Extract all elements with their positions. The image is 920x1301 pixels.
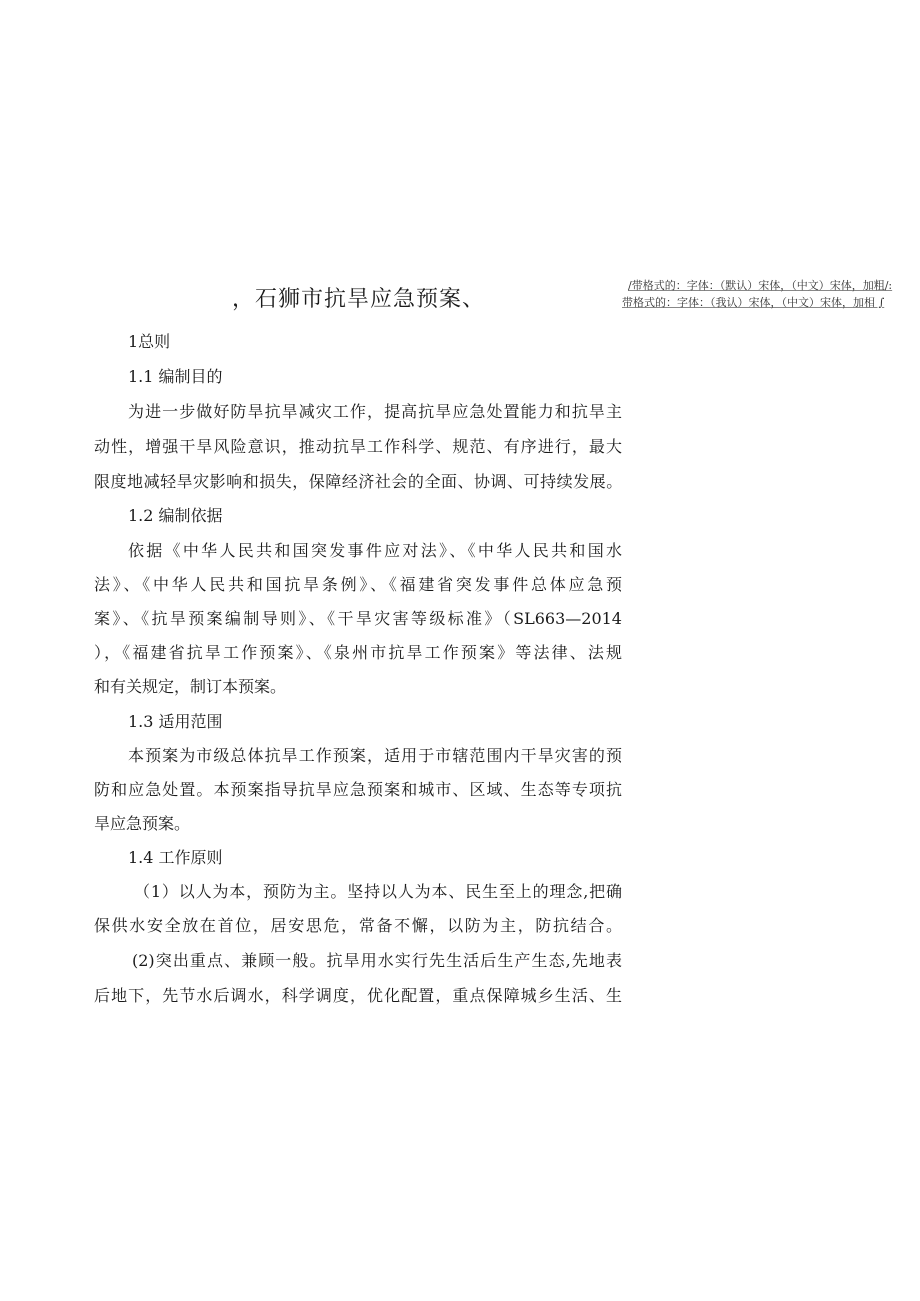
paragraph-line: 限度地减轻旱灾影响和损失，保障经济社会的全面、协调、可持续发展。 — [94, 472, 622, 491]
paragraph-line: 保供水安全放在首位，居安思危，常备不懈，以防为主，防抗结合。 — [94, 916, 622, 935]
heading-1: 1总则 — [128, 332, 171, 351]
paragraph-line: 动性，增强干旱风险意识，推动抗旱工作科学、规范、有序进行，最大 — [94, 437, 622, 456]
paragraph-line: 后地下，先节水后调水，科学调度，优化配置，重点保障城乡生活、生 — [94, 986, 622, 1005]
paragraph-line: 旱应急预案。 — [94, 814, 191, 833]
paragraph-line: 和有关规定，制订本预案。 — [94, 677, 287, 696]
paragraph-line: ），《福建省抗旱工作预案》、《泉州市抗旱工作预案》等法律、法规 — [94, 643, 622, 662]
heading-1-1: 1.1 编制目的 — [128, 367, 223, 386]
heading-1-3: 1.3 适用范围 — [128, 712, 223, 731]
paragraph-line: （1）以人为本，预防为主。坚持以人为本、民生至上的理念,把确 — [134, 882, 622, 901]
document-title: ，石狮市抗旱应急预案、 — [232, 287, 486, 312]
heading-1-4: 1.4 工作原则 — [128, 848, 223, 867]
paragraph-line: 防和应急处置。本预案指导抗旱应急预案和城市、区域、生态等专项抗 — [94, 780, 622, 799]
format-comment-1[interactable]: /带格式的：字体：（默认）宋体，（中文）宋体，加粗/: — [628, 279, 893, 292]
format-comment-2[interactable]: 带格式的：字体：（我认）宋体，（中文）宋体，加相 ∫ — [622, 296, 885, 309]
paragraph-line: 依据《中华人民共和国突发事件应对法》、《中华人民共和国水 — [128, 541, 622, 560]
heading-1-2: 1.2 编制依据 — [128, 506, 223, 525]
paragraph-line: 为进一步做好防旱抗旱减灾工作，提高抗旱应急处置能力和抗旱主 — [128, 402, 622, 421]
paragraph-line: 案》、《抗旱预案编制导则》、《干旱灾害等级标准》（SL663—2014 — [94, 609, 622, 628]
paragraph-line: 本预案为市级总体抗旱工作预案，适用于市辖范围内干旱灾害的预 — [128, 746, 622, 765]
paragraph-line: 法》、《中华人民共和国抗旱条例》、《福建省突发事件总体应急预 — [94, 575, 622, 594]
paragraph-line: (2)突出重点、兼顾一般。抗旱用水实行先生活后生产生态,先地表 — [132, 951, 622, 970]
